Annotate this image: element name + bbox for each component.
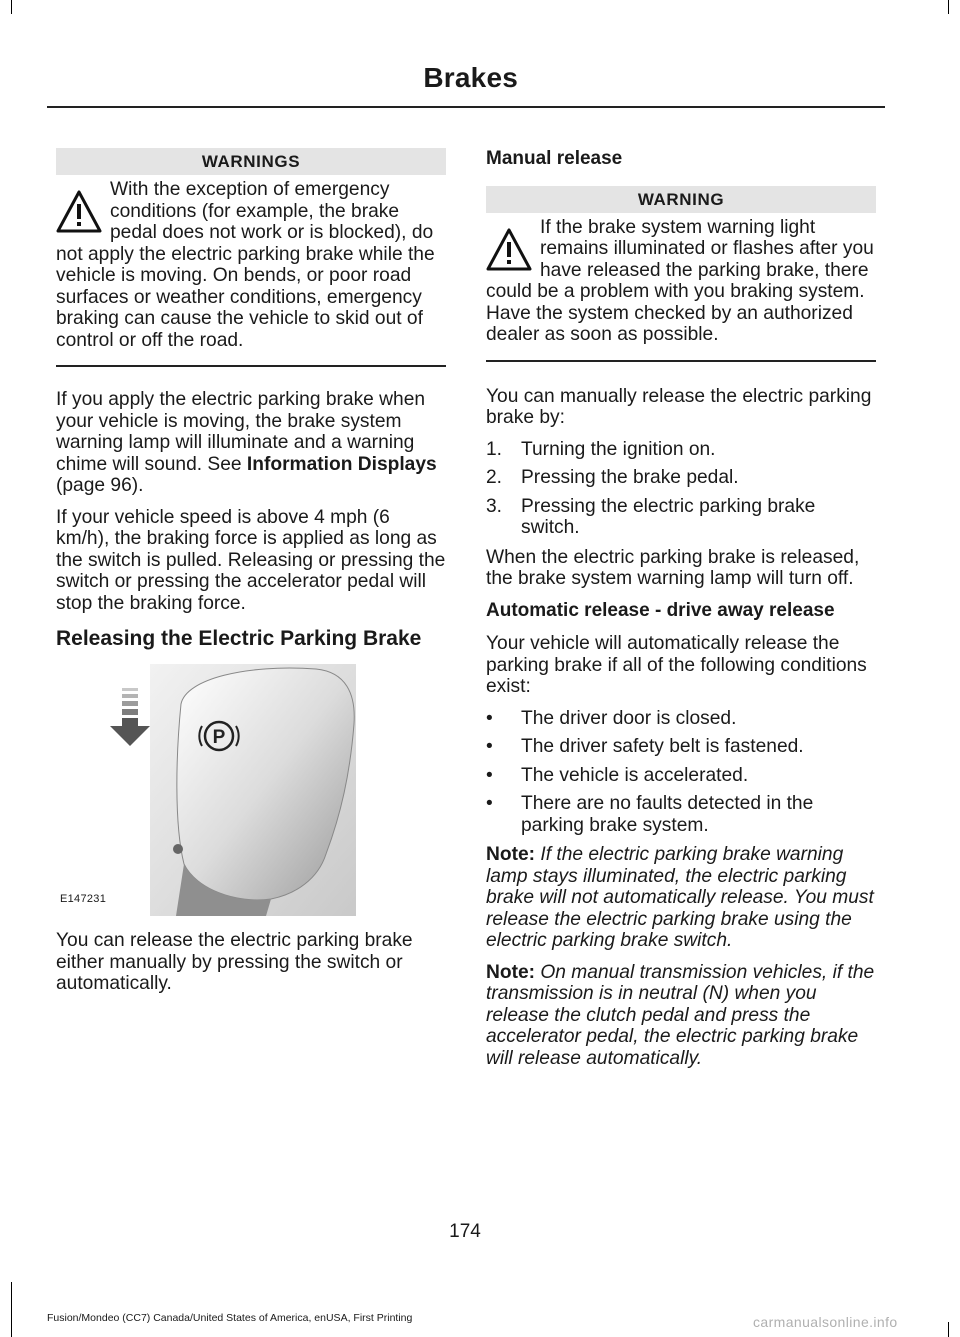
note-text: If the electric parking brake warning lamp stays illuminated, the electric parking brake will not automatically release. You must release the electric parking brake using the electric parking brake switch. [486,844,874,951]
list-item [486,439,876,461]
automatic-release-conditions [486,708,876,837]
parking-brake-switch-figure [56,664,446,916]
warning-banner: WARNING [486,186,876,213]
crop-mark-top-right-v [948,0,949,14]
step-text: Pressing the brake pedal. [521,467,739,488]
manual-release-intro: You can manually release the electric parking brake by: [486,385,872,428]
warning-text-right: If the brake system warning light remains illuminated or flashes after you have released the parking brake, there could be a problem with you braking system. Have the system checked by an authorized dealer as soon as possible. [486,216,874,345]
list-item [486,736,876,758]
bullet-text: The driver door is closed. [521,707,737,729]
note-warning-lamp [486,844,876,952]
automatic-release-heading: Automatic release - drive away release [486,599,835,621]
footer-text: Fusion/Mondeo (CC7) Canada/United States of America, enUSA, First Printing [47,1312,413,1324]
note-label: Note: [486,844,536,865]
step-text: Turning the ignition on. [521,438,716,460]
list-item [486,467,876,489]
information-displays-link[interactable]: Information Displays [246,453,437,475]
bullet-mark: • [486,793,493,814]
step-number: 3. [486,495,503,517]
bullet-text: There are no faults detected in the parking brake system. [521,793,814,836]
page-number: 174 [449,1221,481,1242]
step-text: Pressing the electric parking brake switch. [521,495,816,538]
watermark: carmanualsonline.info [753,1314,898,1330]
bullet-text: The vehicle is accelerated. [521,764,749,786]
warnings-banner: WARNINGS [56,148,446,175]
paragraph-apply-while-moving [56,389,446,497]
figure-label: E147231 [60,892,107,905]
paragraph-after-steps: When the electric parking brake is released, the brake system warning lamp will turn off. [486,546,860,589]
note-manual-transmission [486,962,876,1070]
bullet-mark: • [486,764,493,786]
warning-text: With the exception of emergency conditions (for example, the brake pedal does not work or is blocked), do not apply the electric parking brake while the vehicle is moving. On bends, or poor road surfaces or weather conditions, emergency braking can cause the vehicle to skid out of control or off the road. [56,179,435,351]
bullet-mark: • [486,707,493,729]
note-text: On manual transmission vehicles, if the transmission is in neutral (N) when you release the clutch pedal and press the accelerator pedal, the electric parking brake will release automatically. [486,961,875,1069]
warning-triangle-icon [56,189,102,235]
list-item [486,793,876,836]
list-item [486,496,876,539]
warning-triangle-icon [486,227,532,273]
bullet-mark: • [486,736,493,757]
svg-text:P: P [212,727,226,748]
parking-brake-switch-illustration [56,664,446,916]
page-title: Brakes [423,62,518,93]
bullet-text: The driver safety belt is fastened. [521,736,804,757]
section-heading-releasing: Releasing the Electric Parking Brake [56,627,422,650]
step-number: 2. [486,467,503,488]
list-item [486,708,876,730]
warning-box [56,175,446,367]
note-label: Note: [486,961,536,983]
paragraph-release-options: You can release the electric parking brake either manually by pressing the switch or automatically. [56,930,413,994]
header-rule [47,106,885,108]
automatic-release-intro: Your vehicle will automatically release the parking brake if all of the following conditions exist: [486,633,867,697]
paragraph-speed-above: If your vehicle speed is above 4 mph (6 km/h), the braking force is applied as long as the switch is pulled. Releasing or pressing the switch or pressing the accelerator pedal will stop the braking force. [56,506,446,614]
list-item [486,765,876,787]
step-number: 1. [486,438,503,460]
crop-mark-bottom-left-v [11,1282,12,1337]
crop-mark-bottom-right-v [948,1322,949,1337]
left-column [56,148,446,1005]
crop-mark-top-left-v [11,0,12,14]
right-column [486,148,876,1079]
manual-release-heading: Manual release [486,148,623,169]
para1-text: If you apply the electric parking brake when your vehicle is moving, the brake system warning lamp will illuminate and a warning chime will sound. See [56,389,426,475]
para1-page-ref: (page 96). [56,475,144,496]
manual-release-steps [486,439,876,539]
warning-box-right [486,213,876,362]
